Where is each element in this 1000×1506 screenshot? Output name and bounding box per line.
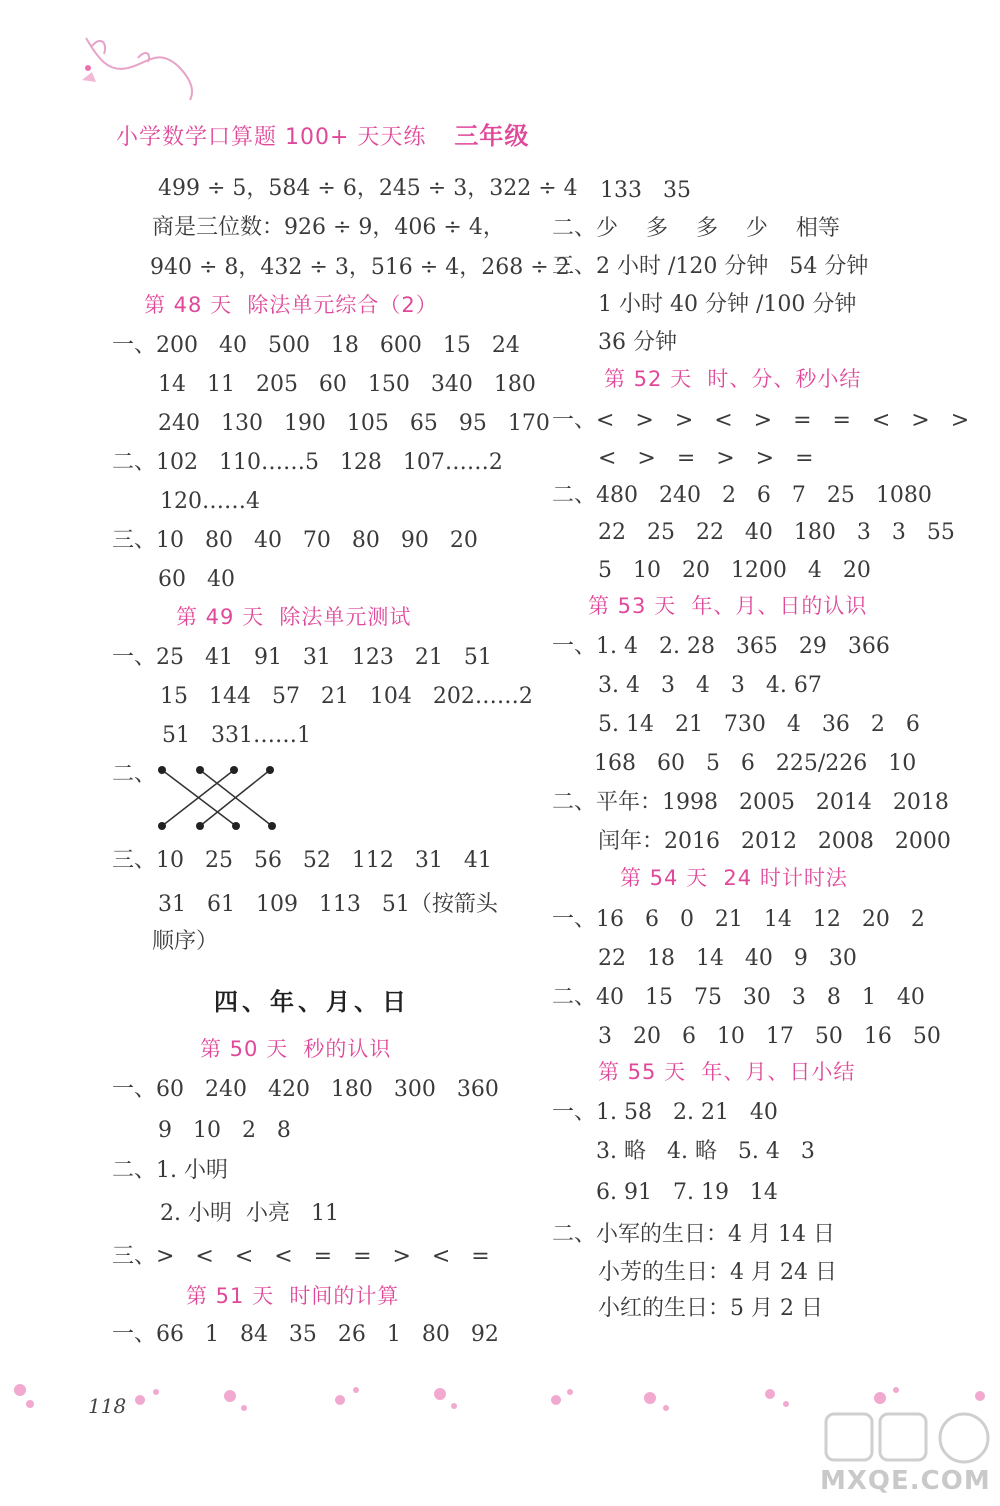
answer-line: 三、> < < < = = > < = [112,1244,490,1269]
answer-line: 一、1. 58 2. 21 40 [552,1100,778,1125]
flourish-decoration-icon [78,28,208,108]
section-title-day49: 第 49 天 除法单元测试 [176,605,412,629]
answer-line: 一、60 240 420 180 300 360 [112,1077,499,1102]
match-dot [266,766,274,774]
answer-line: < > = > > = [598,446,814,471]
answer-line: 一、< > > < > = = < > > [552,408,970,433]
answer-line: 14 11 205 60 150 340 180 [158,372,536,397]
match-dot [158,822,166,830]
match-dot [196,822,204,830]
answer-line: 二、少 多 多 少 相等 [552,216,840,241]
answer-line: 二、 [112,762,157,787]
watermark-text: MXQE.COM [820,1466,991,1496]
answer-line: 1 小时 40 分钟 /100 分钟 [598,292,857,317]
answer-line: 三、10 80 40 70 80 90 20 [112,528,478,553]
section-title-day55: 第 55 天 年、月、日小结 [598,1060,856,1084]
match-dot [230,766,238,774]
answer-line: 2. 小明 小亮 11 [160,1201,339,1226]
answer-line: 15 144 57 21 104 202……2 [160,684,533,709]
answer-line: 60 40 [158,567,235,592]
page-number: 118 [88,1394,127,1418]
answer-line: 940 ÷ 8，432 ÷ 3，516 ÷ 4，268 ÷ 2 [150,255,570,280]
answer-line: 5 10 20 1200 4 20 [598,558,871,583]
answer-line: 一、66 1 84 35 26 1 80 92 [112,1322,499,1347]
section-title-day50: 第 50 天 秒的认识 [200,1037,392,1061]
answer-line: 22 25 22 40 180 3 3 55 [598,520,955,545]
answer-line: 二、1. 小明 [112,1158,228,1183]
answer-line: 商是三位数：926 ÷ 9，406 ÷ 4， [152,215,505,240]
answer-line: 22 18 14 40 9 30 [598,946,857,971]
answer-line: 9 10 2 8 [158,1118,291,1143]
answer-line: 三、10 25 56 52 112 31 41 [112,848,492,873]
section-title-day54: 第 54 天 24 时计时法 [620,866,848,890]
answer-line: 小芳的生日：4 月 24 日 [598,1260,837,1285]
answer-line: 133 35 [600,178,691,203]
match-dot [268,822,276,830]
answer-line: 一、200 40 500 18 600 15 24 [112,333,520,358]
section-title-day48: 第 48 天 除法单元综合（2） [144,293,438,317]
answer-line: 31 61 109 113 51（按箭头 [158,892,498,917]
match-dot [196,766,204,774]
answer-line: 3. 4 3 4 3 4. 67 [598,673,822,698]
section-title-day53: 第 53 天 年、月、日的认识 [588,594,868,618]
section-title-day51: 第 51 天 时间的计算 [186,1284,400,1308]
answer-line: 二、小军的生日：4 月 14 日 [552,1222,835,1247]
answer-line: 小红的生日：5 月 2 日 [598,1296,823,1321]
answer-line: 一、1. 4 2. 28 365 29 366 [552,634,890,659]
answer-line: 168 60 5 6 225/226 10 [594,751,917,776]
answer-line: 二、102 110……5 128 107……2 [112,450,503,475]
answer-line: 51 331……1 [162,723,311,748]
answer-line: 三、2 小时 /120 分钟 54 分钟 [552,254,869,279]
answer-line: 一、25 41 91 31 123 21 51 [112,645,492,670]
matching-lines-diagram [152,760,282,834]
section-title-day52: 第 52 天 时、分、秒小结 [604,367,862,391]
answer-line: 二、平年：1998 2005 2014 2018 [552,790,949,815]
answer-line: 二、40 15 75 30 3 8 1 40 [552,985,925,1010]
answer-line: 5. 14 21 730 4 36 2 6 [598,712,920,737]
answer-line: 499 ÷ 5，584 ÷ 6，245 ÷ 3，322 ÷ 4 [158,176,578,201]
answer-line: 36 分钟 [598,330,677,355]
header-title: 小学数学口算题 100+ 天天练 [116,125,427,150]
answer-line: 120……4 [160,489,260,514]
match-dot [158,766,166,774]
match-dot [232,822,240,830]
chapter-title: 四、年、月、日 [214,988,410,1016]
answer-line: 6. 91 7. 19 14 [596,1180,778,1205]
header-grade: 三年级 [454,122,530,150]
answer-line: 闰年：2016 2012 2008 2000 [598,829,951,854]
answer-line: 3 20 6 10 17 50 16 50 [598,1024,941,1049]
page-header [116,116,529,151]
answer-line: 二、480 240 2 6 7 25 1080 [552,483,932,508]
answer-line: 240 130 190 105 65 95 170 [158,411,550,436]
answer-line: 顺序） [152,929,219,954]
answer-line: 一、16 6 0 21 14 12 20 2 [552,907,925,932]
answer-line: 3. 略 4. 略 5. 4 3 [596,1139,815,1164]
